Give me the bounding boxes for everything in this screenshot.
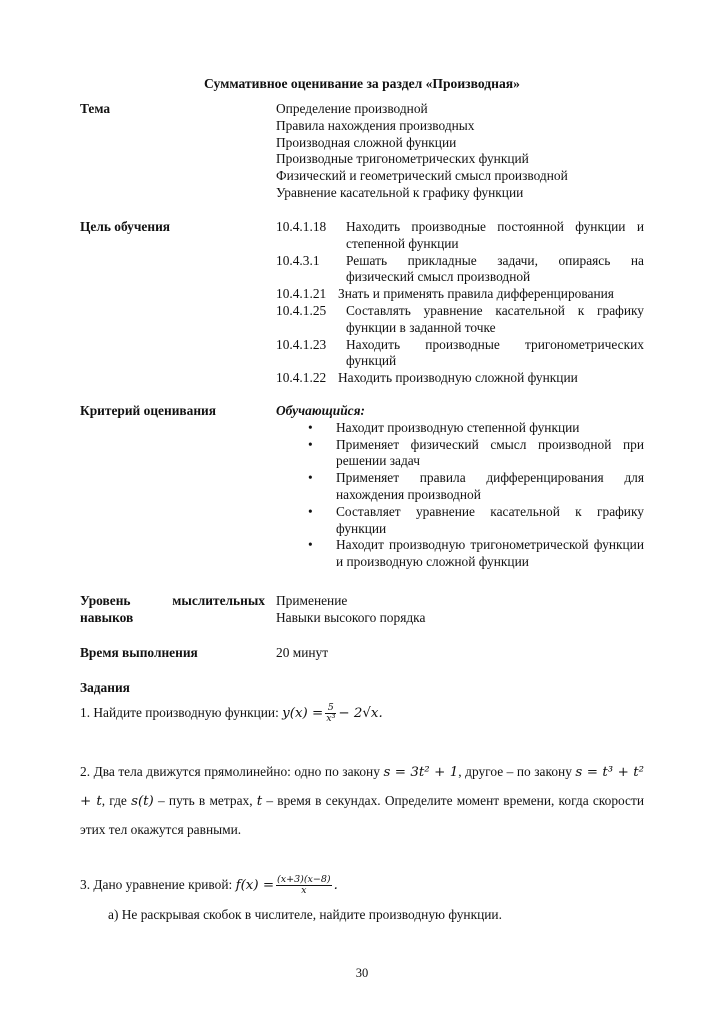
goal-label: Цель обучения (80, 219, 171, 234)
goal-item (276, 219, 644, 253)
fraction: $\frac{(x+3)(x-8)}{x}$ (277, 874, 331, 897)
document-page (80, 0, 644, 1024)
level-line: Применение (276, 593, 348, 608)
goal-text: Находить производные постоянной функции и (346, 219, 644, 234)
topic-line: Правила нахождения производных (276, 117, 475, 133)
criteria-item: • Находит производную степенной функции (308, 419, 580, 435)
criteria-item: • Применяет физический смысл производной при решении задач (308, 436, 644, 469)
topic-line: Производные тригонометрических функций (276, 151, 529, 167)
goal-code: 10.4.1.25 (276, 302, 327, 318)
topic-line: Физический и геометрический смысл производной (276, 168, 568, 184)
topic-line: Производная сложной функции (276, 134, 457, 150)
goal-text: Составлять уравнение касательной к графику (346, 302, 644, 318)
task-2: 2. Два тела движутся прямолинейно: одно по закону s = 3t² + 1, другое – по закону s = t³ + t² + t, где s(t) – путь в метрах, t – время в секундах. Определите момент времени, когда скорости этих тел окажутся равными. (80, 764, 645, 837)
goal-text: Знать и применять правила дифференцирования (338, 286, 614, 302)
topic-list (276, 101, 644, 202)
bullet-icon: • (308, 470, 313, 486)
criteria-item: • Находит производную тригонометрической функции и производную сложной функции (308, 537, 644, 570)
goal-code: 10.4.1.22 (276, 370, 327, 386)
goal-text-rest: функции в заданной точке (346, 319, 496, 335)
goal-item (276, 253, 644, 287)
goal-text: Находить производные тригонометрических (346, 336, 644, 352)
level-line: Навыки высокого порядка (276, 609, 426, 625)
goal-code: 10.4.1.23 (276, 336, 327, 352)
criteria-item: • Применяет правила дифференцирования для нахождения производной (308, 470, 644, 502)
page-number: 30 (355, 966, 369, 980)
topic-line: Определение производной (276, 101, 428, 116)
goal-item (276, 337, 644, 371)
level-values (276, 593, 644, 627)
criteria-item: • Составляет уравнение касательной к графику функции (308, 503, 644, 536)
time-label: Время выполнения (80, 645, 198, 660)
topic-label: Тема (80, 101, 111, 116)
criteria-label: Критерий оценивания (80, 403, 217, 418)
task-1: 1. Найдите производную функции: y(x) = $\frac{5}{\text{x³}}$ − 2√x. (80, 702, 383, 725)
goal-text-rest: функций (346, 353, 397, 369)
criteria-list (276, 420, 644, 571)
tasks-heading: Задания (80, 680, 130, 695)
bullet-icon: • (308, 537, 313, 553)
topic-line: Уравнение касательной к графику функции (276, 184, 524, 200)
goal-item (276, 286, 644, 303)
goal-text-rest: физический смысл производной (346, 269, 531, 285)
goal-text-rest: степенной функции (346, 235, 459, 251)
goal-code: 10.4.1.18 (276, 219, 327, 234)
goal-list (276, 219, 644, 387)
fraction: $\frac{5}{\text{x³}}$ (326, 702, 336, 725)
time-value: 20 минут (276, 645, 329, 660)
goal-text: Решать прикладные задачи, опираясь на (346, 252, 644, 268)
bullet-icon: • (308, 436, 313, 452)
level-label: Уровень мыслительных навыков (80, 593, 265, 625)
task-3a: а) Не раскрывая скобок в числителе, найдите производную функции. (108, 907, 502, 922)
goal-item (276, 370, 644, 387)
goal-code: 10.4.3.1 (276, 252, 320, 268)
goal-item (276, 303, 644, 337)
goal-text: Находить производную сложной функции (338, 370, 578, 386)
task-3: 3. Дано уравнение кривой: f(x) = $\frac{(x+3)(x-8)}{x}$ . (80, 874, 338, 897)
document-title: Суммативное оценивание за раздел «Производная» (204, 76, 520, 91)
criteria-heading: Обучающийся: (276, 403, 365, 418)
criteria-block (276, 403, 644, 571)
bullet-icon: • (308, 503, 313, 519)
bullet-icon: • (308, 419, 313, 435)
goal-code: 10.4.1.21 (276, 286, 327, 302)
